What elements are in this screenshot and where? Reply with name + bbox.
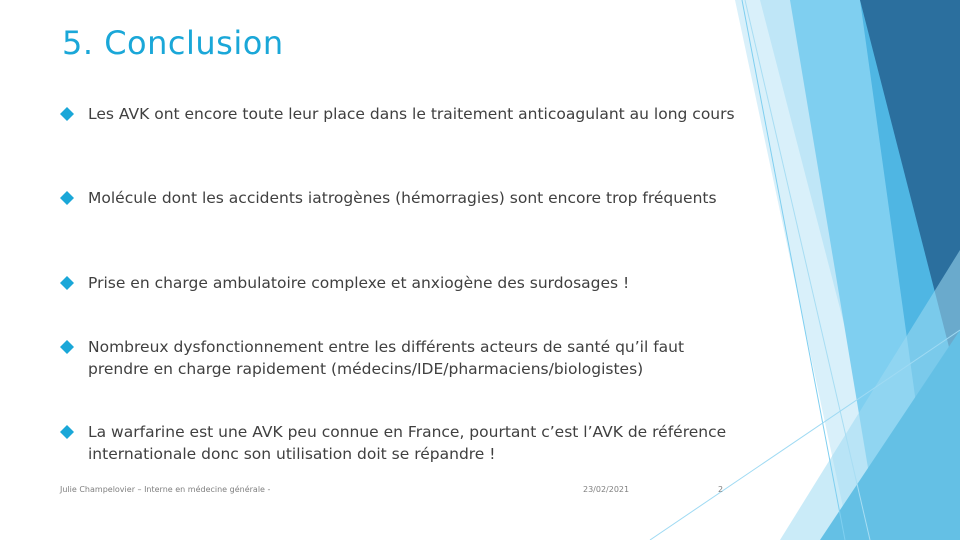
diamond-bullet-icon <box>60 425 74 439</box>
bullet-text: Molécule dont les accidents iatrogènes (hémorragies) sont encore trop fréquents <box>88 189 717 207</box>
slide-title: 5. Conclusion <box>62 24 284 62</box>
diamond-bullet-icon <box>60 340 74 354</box>
bullet-text: Nombreux dysfonctionnement entre les différents acteurs de santé qu’il faut prendre en charge rapidement (médecins/IDE/pharmaciens/biologistes) <box>88 338 685 378</box>
footer-date: 23/02/2021 <box>583 485 630 494</box>
diamond-bullet-icon <box>60 276 74 290</box>
diamond-bullet-icon <box>60 191 74 205</box>
footer-page-number: 2 <box>718 485 724 494</box>
bullet-text: Prise en charge ambulatoire complexe et anxiogène des surdosages ! <box>88 274 630 292</box>
diamond-bullet-icon <box>60 107 74 121</box>
bullet-text: Les AVK ont encore toute leur place dans le traitement anticoagulant au long cours <box>88 105 735 123</box>
bullet-text: La warfarine est une AVK peu connue en France, pourtant c’est l’AVK de référence internationale donc son utilisation doit se répandre ! <box>88 423 727 463</box>
footer-author: Julie Champelovier – Interne en médecine générale - <box>60 485 271 494</box>
